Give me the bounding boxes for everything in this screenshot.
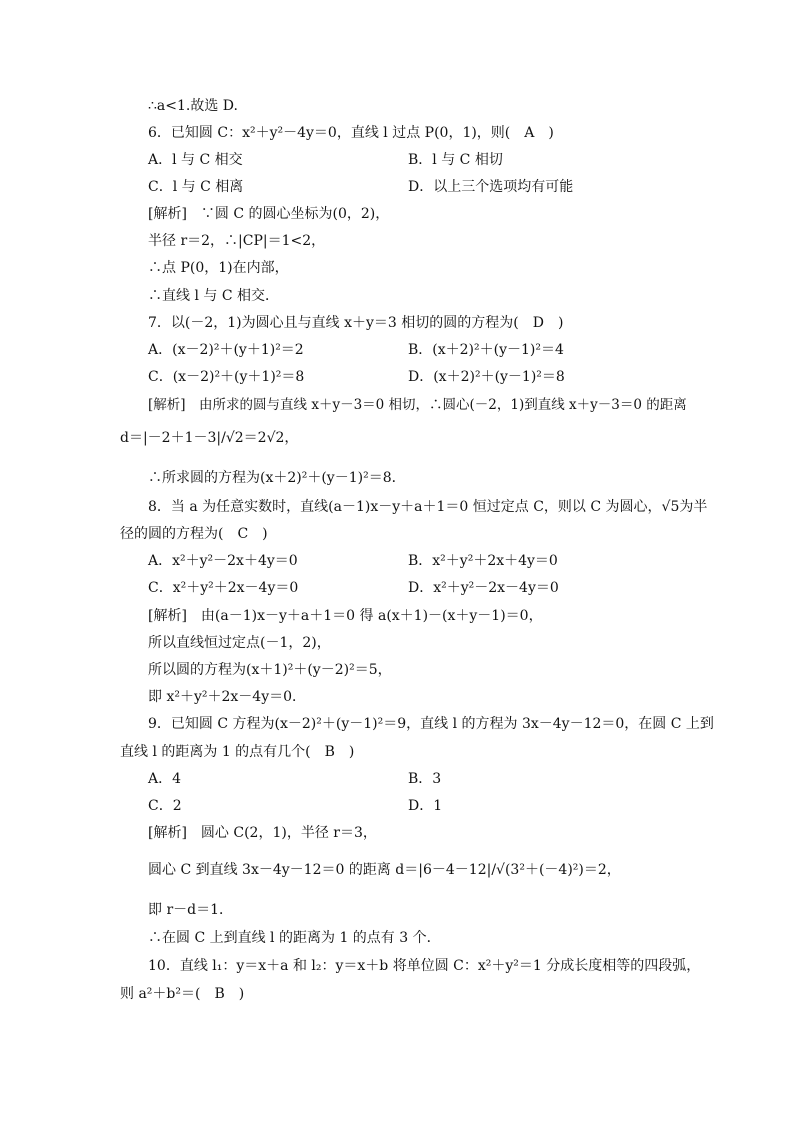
option-7d: D．(x＋2)²＋(y－1)²＝8 [408, 369, 565, 385]
option-8a: A．x²＋y²－2x＋4y＝0 [148, 553, 298, 569]
option-7a: A．(x－2)²＋(y＋1)²＝2 [148, 342, 304, 358]
option-9d: D．1 [408, 798, 443, 814]
analysis-9-line1: [解析] 圆心 C(2，1)，半径 r＝3， [148, 825, 377, 841]
option-9b: B．3 [408, 771, 442, 787]
question-10-line2: 则 a²＋b²＝( B ) [120, 986, 245, 1002]
question-9-line1: 9．已知圆 C 方程为(x－2)²＋(y－1)²＝9，直线 l 的方程为 3x－4y－12＝0，在圆 C 上到 [148, 716, 714, 732]
question-8-line2: 径的圆的方程为( C ) [120, 526, 268, 542]
analysis-8-line1: [解析] 由(a－1)x－y＋a＋1＝0 得 a(x＋1)－(x＋y－1)＝0， [148, 608, 543, 624]
analysis-6-line3: ∴点 P(0，1)在内部， [148, 260, 289, 276]
option-8d: D．x²＋y²－2x－4y＝0 [408, 580, 559, 596]
option-6d: D．以上三个选项均有可能 [408, 179, 574, 195]
option-6c: C．l 与 C 相离 [148, 179, 244, 195]
option-8b: B．x²＋y²＋2x＋4y＝0 [408, 553, 558, 569]
analysis-6-line2: 半径 r＝2，∴|CP|＝1<2， [148, 233, 326, 249]
analysis-9-line2: 圆心 C 到直线 3x－4y－12＝0 的距离 d＝|6－4－12|/√(3²＋(－4)²)＝2， [148, 862, 621, 878]
question-8-line1: 8．当 a 为任意实数时，直线(a－1)x－y＋a＋1＝0 恒过定点 C，则以 C 为圆心，√5为半 [148, 499, 708, 515]
analysis-7-line2: d＝|－2＋1－3|/√2＝2√2， [120, 430, 299, 446]
option-6a: A．l 与 C 相交 [148, 152, 243, 168]
question-7: 7．以(－2，1)为圆心且与直线 x＋y＝3 相切的圆的方程为( D ) [148, 315, 564, 331]
analysis-9-line3: 即 r－d＝1． [148, 902, 234, 918]
analysis-6-line4: ∴直线 l 与 C 相交． [148, 288, 279, 304]
option-8c: C．x²＋y²＋2x－4y＝0 [148, 580, 299, 596]
analysis-8-line3: 所以圆的方程为(x＋1)²＋(y－2)²＝5， [148, 662, 392, 678]
option-7b: B．(x＋2)²＋(y－1)²＝4 [408, 342, 564, 358]
option-7c: C．(x－2)²＋(y＋1)²＝8 [148, 369, 305, 385]
question-9-line2: 直线 l 的距离为 1 的点有几个( B ) [120, 744, 355, 760]
analysis-8-line4: 即 x²＋y²＋2x－4y＝0． [148, 689, 307, 705]
option-6b: B．l 与 C 相切 [408, 152, 503, 168]
text-line: ∴a<1.故选 D. [148, 98, 238, 114]
analysis-7-line3: ∴所求圆的方程为(x＋2)²＋(y－1)²＝8． [148, 470, 406, 486]
analysis-6-line1: [解析] ∵圆 C 的圆心坐标为(0，2)， [148, 206, 390, 222]
option-9c: C．2 [148, 798, 182, 814]
analysis-8-line2: 所以直线恒过定点(－1，2)， [148, 635, 331, 651]
analysis-9-line4: ∴在圆 C 上到直线 l 的距离为 1 的点有 3 个． [148, 930, 441, 946]
analysis-7-line1: [解析] 由所求的圆与直线 x＋y－3＝0 相切，∴圆心(－2，1)到直线 x＋y－3＝0 的距离 [148, 397, 687, 413]
question-6: 6．已知圆 C：x²＋y²－4y＝0，直线 l 过点 P(0，1)，则( A ) [148, 125, 554, 141]
option-9a: A．4 [148, 771, 182, 787]
question-10-line1: 10．直线 l₁：y＝x＋a 和 l₂：y＝x＋b 将单位圆 C：x²＋y²＝1 分成长度相等的四段弧， [148, 958, 701, 974]
